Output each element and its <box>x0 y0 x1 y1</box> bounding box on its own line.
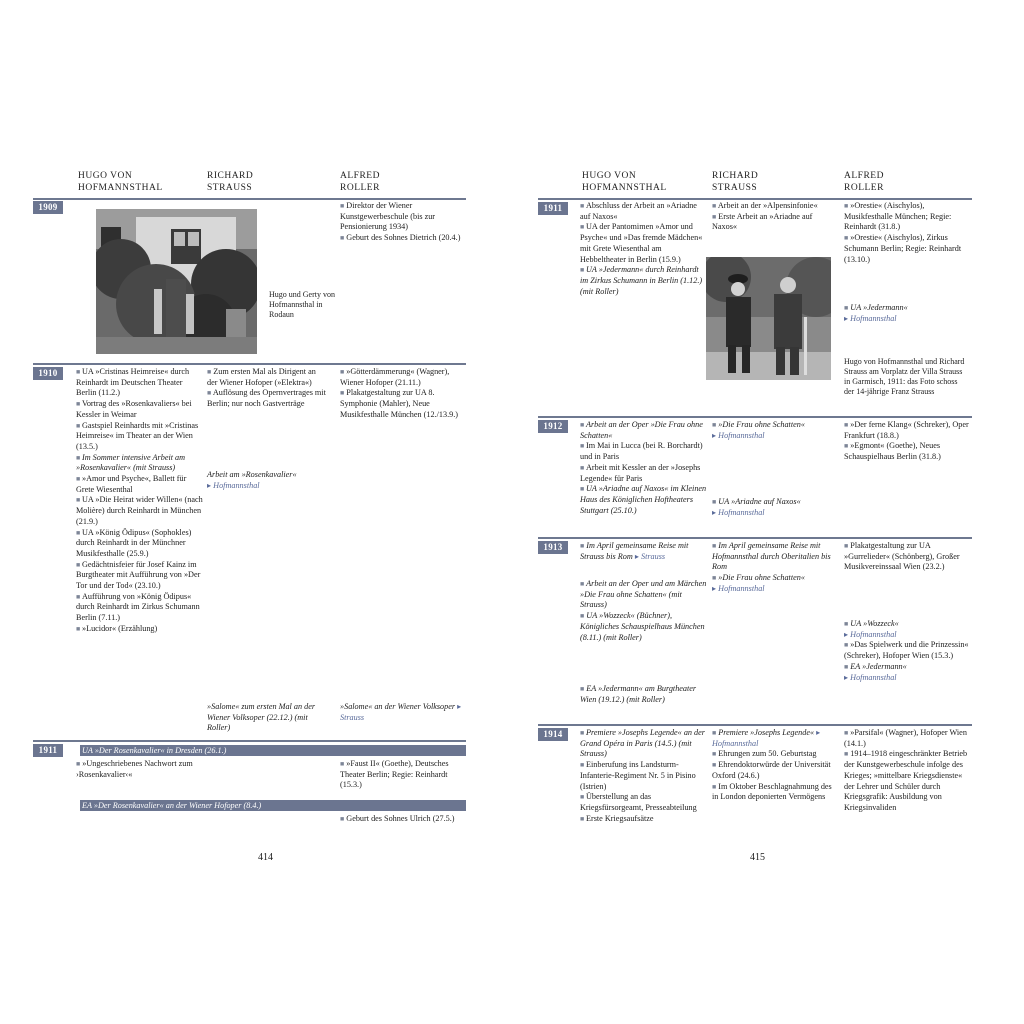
header-strauss: RICHARD STRAUSS <box>712 171 759 193</box>
hofmannsthal-1912 <box>580 420 707 516</box>
hofmannsthal-1913 <box>580 579 708 643</box>
list-item <box>76 421 203 453</box>
photo-caption: Hugo von Hofmannsthal und Richard Strauss am Vorplatz der Villa Strauss in Garmisch, 1911: das Foto schoss der 14-jährige Franz Strauss <box>844 357 965 396</box>
hofmannsthal-1913-ea: ■ EA »Jedermann« am Burgtheater Wien (19.12.) (mit Roller) <box>580 684 697 704</box>
list-item: ■ Ehrungen zum 50. Geburtstag <box>712 749 817 759</box>
list-item: ■ »Orestie« (Aischylos), Musikfesthalle München; Regie: Reinhardt (31.8.) <box>844 201 952 232</box>
divider-1913 <box>538 537 972 539</box>
list-item <box>580 484 707 516</box>
list-item: ■ »Die Frau ohne Schatten« <box>712 573 805 583</box>
list-item <box>76 474 203 495</box>
list-item <box>580 728 708 760</box>
list-item-text: Überstellung an das Kriegsfürsorgeamt, Presseabteilung <box>580 792 697 812</box>
bullet-icon: ■ <box>580 442 586 451</box>
bullet-icon: ■ <box>76 475 82 484</box>
list-item: ■ Im April gemeinsame Reise mit Hofmannsthal durch Oberitalien bis Rom <box>712 541 831 572</box>
list-item: ■ Geburt des Sohnes Ulrich (27.5.) <box>340 814 455 823</box>
year-badge-1913: 1913 <box>538 541 568 554</box>
list-item: ■ »Faust II« (Goethe), Deutsches Theater Berlin; Regie: Reinhardt (15.3.) <box>340 759 449 790</box>
cross-ref-link[interactable]: ▸ Hofmannsthal <box>207 480 260 490</box>
list-item-text: Abschluss der Arbeit an »Ariadne auf Naxos« <box>580 201 697 221</box>
year-badge-1911: 1911 <box>33 744 63 757</box>
list-item: ■ Geburt des Sohnes Dietrich (20.4.) <box>340 233 461 243</box>
header-hofmannsthal: HUGO VON HOFMANNSTHAL <box>78 171 163 193</box>
header-roller: ALFRED ROLLER <box>844 171 884 193</box>
list-item: ■ UA »Ariadne auf Naxos« <box>712 497 801 506</box>
list-item-text: Vortrag des »Rosenkavaliers« bei Kessler in Weimar <box>76 399 192 419</box>
roller-1909 <box>340 201 465 244</box>
bullet-icon: ■ <box>580 223 586 232</box>
list-item-text: UA der Pantomimen »Amor und Psyche« und »Das fremde Mädchen« mit Grete Wiesenthal am Hebbeltheater in Berlin (15.9.) <box>580 222 703 264</box>
roller-1911-geburt <box>340 814 465 825</box>
list-item-text: UA »König Ödipus« (Sophokles) durch Reinhardt in der Münchner Musikfesthalle (25.9.) <box>76 527 192 558</box>
list-item-text: UA »Die Heirat wider Willen« (nach Molière) durch Reinhardt in München (21.9.) <box>76 495 203 526</box>
list-item <box>76 624 203 635</box>
list-item <box>580 265 705 297</box>
list-item: ■ »Ungeschriebenes Nachwort zum ›Rosenkavalier‹« <box>76 759 193 779</box>
list-item-text: Gedächtnisfeier für Josef Kainz im Burgtheater mit Aufführung von »Der Tor und der Tod« (23.10.) <box>76 559 201 591</box>
list-item <box>76 367 203 399</box>
divider-1911 <box>538 198 972 200</box>
header-hofmannsthal: HUGO VON HOFMANNSTHAL <box>582 171 667 193</box>
roller-1913 <box>844 541 971 573</box>
divider-1914 <box>538 724 972 726</box>
bullet-icon: ■ <box>580 202 586 210</box>
list-item: ■ Zum ersten Mal als Dirigent an der Wiener Hofoper (»Elektra«) <box>207 367 316 387</box>
bullet-icon: ■ <box>76 368 82 376</box>
roller-1913-b <box>844 619 971 683</box>
bullet-icon: ■ <box>76 453 82 462</box>
cross-ref-link[interactable]: ▸ Hofmannsthal <box>712 430 765 440</box>
photo-hofmannsthal-strauss <box>706 257 831 380</box>
list-item: ■ Direktor der Wiener Kunstgewerbeschule (bis zur Pensionierung 1934) <box>340 201 436 232</box>
roller-1914 <box>844 728 974 814</box>
strauss-1912-ariadne <box>712 497 837 518</box>
list-item-text: Premiere »Josephs Legende« an der Grand Opéra in Paris (14.5.) (mit Strauss) <box>580 728 705 759</box>
roller-1911-jedermann <box>844 303 969 324</box>
header-roller: ALFRED ROLLER <box>340 171 380 193</box>
list-item <box>76 528 203 560</box>
list-item-text: Erste Kriegsaufsätze <box>585 813 654 823</box>
list-item: ■ »Götterdämmerung« (Wagner), Wiener Hofoper (21.11.) <box>340 367 450 387</box>
bullet-icon: ■ <box>580 729 586 737</box>
strauss-1910 <box>207 367 327 410</box>
divider-1910 <box>33 363 466 365</box>
year-badge-1909: 1909 <box>33 201 63 214</box>
cross-ref-link[interactable]: ▸ Hofmannsthal <box>844 313 897 323</box>
bullet-icon: ■ <box>76 528 82 537</box>
year-badge-1912: 1912 <box>538 420 568 433</box>
bullet-icon: ■ <box>580 485 586 494</box>
list-item: ■ »Der ferne Klang« (Schreker), Oper Frankfurt (18.8.) <box>844 420 969 440</box>
list-item: ■ UA »Jedermann« <box>844 303 908 312</box>
hofmannsthal-1911 <box>76 759 203 780</box>
list-item <box>76 453 203 474</box>
list-item <box>76 592 203 624</box>
list-item: ■ UA »Wozzeck« (Büchner), Königliches Schauspielhaus München (8.11.) (mit Roller) <box>580 611 705 642</box>
strauss-1911 <box>712 201 832 233</box>
list-item: ■ UA »Wozzeck« <box>844 619 899 628</box>
cross-ref-link[interactable]: ▸ Hofmannsthal <box>712 507 765 517</box>
photo-caption: Hugo und Gerty von Hofmannsthal in Rodaun <box>269 290 335 319</box>
year-badge-1911: 1911 <box>538 202 568 215</box>
bullet-icon: ■ <box>580 761 586 770</box>
list-item-text: Im Sommer intensive Arbeit am »Rosenkavalier« (mit Strauss) <box>76 452 186 473</box>
list-item-text: »Amor und Psyche«, Ballett für Grete Wiesenthal <box>76 474 187 494</box>
bullet-icon: ■ <box>76 592 82 601</box>
hofmannsthal-1913-reise: ■ Im April gemeinsame Reise mit Strauss bis Rom ▸ Strauss <box>580 541 689 561</box>
cross-ref-link[interactable]: ▸ Strauss <box>340 702 462 722</box>
list-item <box>580 441 707 462</box>
cross-ref-link[interactable]: ▸ Hofmannsthal <box>844 629 897 639</box>
strauss-1910-arbeit: Arbeit am »Rosenkavalier« ▸ Hofmannsthal <box>207 470 327 491</box>
list-item <box>76 495 203 527</box>
bullet-icon: ■ <box>76 624 82 633</box>
list-item: ■ EA »Jedermann« <box>844 661 907 671</box>
bullet-icon: ■ <box>580 793 586 802</box>
bullet-icon: ■ <box>76 496 82 505</box>
list-item <box>580 792 708 813</box>
strauss-1914: ■ Premiere »Josephs Legende« ▸ Hofmannsthal ■ Ehrungen zum 50. Geburtstag ■ Ehrendoktorwürde der Universität Oxford (24.6.) ■ Im Oktober Beschlagnahmung des in London deponierten Vermögens <box>712 728 837 803</box>
list-item: ■ Arbeit an der Oper und am Märchen »Die Frau ohne Schatten« (mit Strauss) <box>580 579 707 610</box>
list-item-text: Arbeit an der Oper »Die Frau ohne Schatten« <box>580 420 703 440</box>
bullet-icon: ■ <box>580 421 586 429</box>
divider-1909 <box>33 198 466 200</box>
page-number: 414 <box>258 852 273 863</box>
list-item: ■ Ehrendoktorwürde der Universität Oxford (24.6.) <box>712 760 831 780</box>
strauss-1910-salome: »Salome« zum ersten Mal an der Wiener Volksoper (22.12.) (mit Roller) <box>207 702 316 733</box>
divider-1911 <box>33 740 466 742</box>
roller-1910-salome: »Salome« an der Wiener Volksoper ▸ Strauss <box>340 702 462 722</box>
roller-1911 <box>340 759 465 791</box>
list-item <box>580 201 705 222</box>
cross-ref-link[interactable]: ▸ Hofmannsthal <box>712 583 765 593</box>
header-strauss: RICHARD STRAUSS <box>207 171 254 193</box>
list-item-text: Aufführung von »König Ödipus« durch Reinhardt im Zirkus Schumann Berlin (7.11.) <box>76 591 200 623</box>
list-item-text: UA »Jedermann« durch Reinhardt im Zirkus Schumann in Berlin (1.12.) (mit Roller) <box>580 265 703 296</box>
cross-ref-link[interactable]: ▸ Hofmannsthal <box>712 728 821 748</box>
list-item-text: UA »Ariadne auf Naxos« im Kleinen Haus des Königlichen Hoftheaters Stuttgart (25.10.) <box>580 484 707 515</box>
hofmannsthal-1910 <box>76 367 203 635</box>
bullet-icon: ■ <box>580 266 586 275</box>
bullet-icon: ■ <box>76 400 82 409</box>
roller-1911 <box>844 201 969 265</box>
list-item: ■ »Parsifal« (Wagner), Hofoper Wien (14.1.) <box>844 728 967 748</box>
cross-ref-link[interactable]: ▸ Strauss <box>634 551 666 561</box>
bullet-icon: ■ <box>580 814 586 823</box>
list-item-text: Gastspiel Reinhardts mit »Cristinas Heimreise« im Theater an der Wien (13.5.) <box>76 420 199 451</box>
year-badge-1914: 1914 <box>538 728 568 741</box>
list-item-text: »Lucidor« (Erzählung) <box>81 623 158 633</box>
list-item <box>580 420 707 441</box>
hofmannsthal-1914 <box>580 728 708 824</box>
list-item: ■ Im Oktober Beschlagnahmung des in London deponierten Vermögens <box>712 781 832 802</box>
list-item <box>580 814 708 825</box>
list-item: ■ »Die Frau ohne Schatten« <box>712 420 805 429</box>
list-item-text: Im Mai in Lucca (bei R. Borchardt) und in Paris <box>580 441 703 462</box>
list-item: ■ Auflösung des Opernvertrages mit Berlin; nur noch Gastverträge <box>207 388 326 409</box>
list-item: ■ »Das Spielwerk und die Prinzessin« (Schreker), Hofoper Wien (15.3.) <box>844 640 969 661</box>
strauss-1912-frau <box>712 420 837 441</box>
list-item-text: UA »Cristinas Heimreise« durch Reinhardt im Deutschen Theater Berlin (11.2.) <box>76 367 190 398</box>
list-item <box>580 222 705 265</box>
page-number: 415 <box>750 852 765 863</box>
list-item: ■ Plakatgestaltung zur UA 8. Symphonie (Mahler), Neue Musikfesthalle München (12./13.9.) <box>340 388 459 419</box>
list-item: ■ Arbeit an der »Alpensinfonie« <box>712 201 818 210</box>
year-badge-1910: 1910 <box>33 367 63 380</box>
list-item: ■ Plakatgestaltung zur UA »Gurrelieder« (Schönberg), Großer Musikvereinssaal Wien (23.2.) <box>844 541 960 572</box>
bullet-icon: ■ <box>580 463 586 472</box>
list-item <box>76 399 203 420</box>
bullet-icon: ■ <box>76 421 82 430</box>
bullet-icon: ■ <box>76 560 82 569</box>
event-band-rosenkavalier-wien: EA »Der Rosenkavalier« an der Wiener Hofoper (8.4.) <box>80 800 466 811</box>
photo-hofmannsthal-rodaun <box>96 209 257 354</box>
list-item-text: Arbeit mit Kessler an der »Josephs Legende« für Paris <box>580 462 701 483</box>
hofmannsthal-1911 <box>580 201 705 297</box>
cross-ref-link[interactable]: ▸ Hofmannsthal <box>844 672 897 682</box>
right-page <box>512 0 1024 1024</box>
strauss-1913 <box>712 541 837 595</box>
list-item: ■ Erste Arbeit an »Ariadne auf Naxos« <box>712 211 813 232</box>
list-item <box>580 760 708 792</box>
divider-1912 <box>538 416 972 418</box>
list-item <box>76 560 203 592</box>
roller-1912 <box>844 420 971 463</box>
list-item-text: Einberufung ins Landsturm-Infanterie-Regiment Nr. 5 in Pisino (Istrien) <box>580 760 696 791</box>
roller-1910 <box>340 367 465 421</box>
list-item: ■ »Orestie« (Aischylos), Zirkus Schumann Berlin; Regie: Reinhardt (13.10.) <box>844 233 962 264</box>
list-item: ■ »Egmont« (Goethe), Neues Schauspielhaus Berlin (31.8.) <box>844 441 941 462</box>
list-item: ■ 1914–1918 eingeschränkter Betrieb der Kunstgewerbeschule infolge des Krieges; »mittelbare Kriegsdienste« der Lehrer und Schüler durch Kriegsgrafik: Ausbildung von Kriegsinvaliden <box>844 749 968 812</box>
event-band-rosenkavalier-dresden: UA »Der Rosenkavalier« in Dresden (26.1.) <box>80 745 466 756</box>
list-item <box>580 463 707 484</box>
